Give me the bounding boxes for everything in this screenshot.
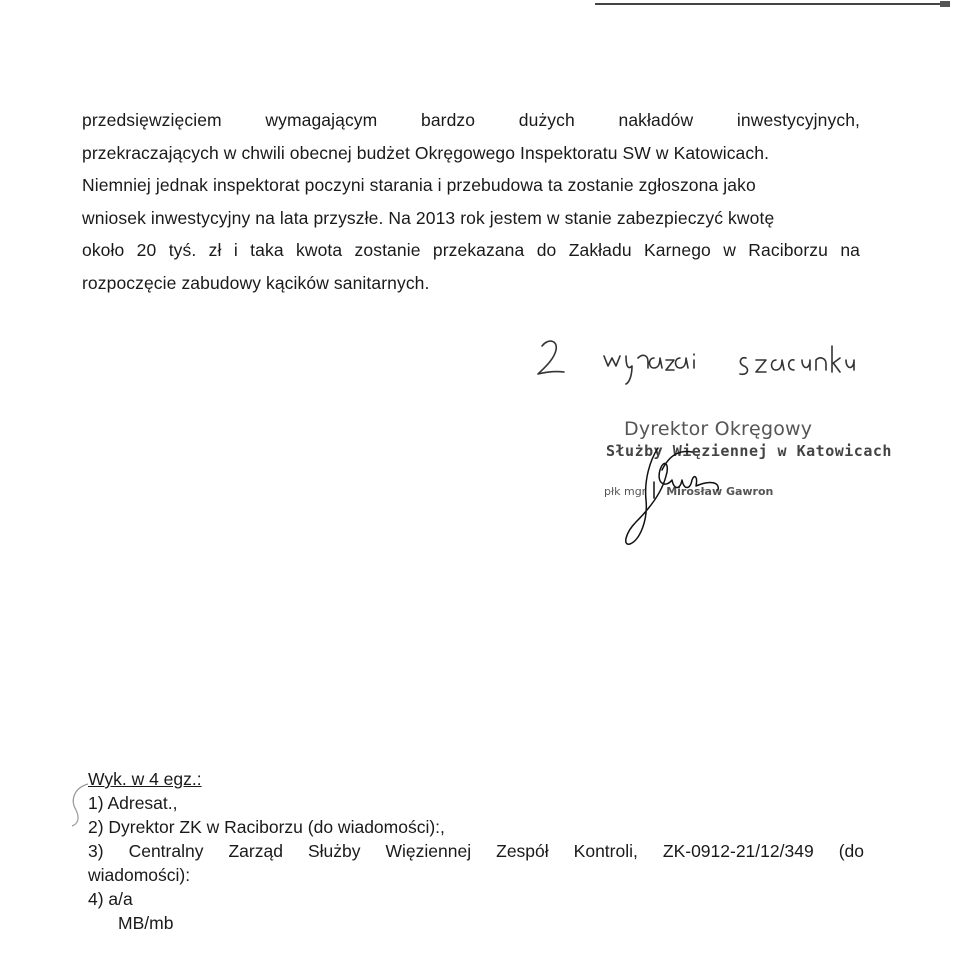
body-line: około 20 tyś. zł i taka kwota zostanie przekazana do Zakładu Karnego w Raciborzu na <box>82 240 860 261</box>
distribution-item: 3) Centralny Zarząd Służby Więziennej Zespół Kontroli, ZK-0912-21/12/349 (do <box>88 841 864 861</box>
stamp-signatory: Mirosław Gawron <box>666 485 774 498</box>
body-line: przekraczających w chwili obecnej budżet Okręgowego Inspektoratu SW w Katowicach. <box>82 142 770 163</box>
body-line: rozpoczęcie zabudowy kącików sanitarnych. <box>82 272 430 293</box>
author-initials: MB/mb <box>118 913 174 933</box>
body-line: przedsięwzięciem wymagającym bardzo dużych nakładów inwestycyjnych, <box>82 110 860 130</box>
top-rule <box>595 3 950 5</box>
copies-heading: Wyk. w 4 egz.: <box>88 769 202 789</box>
distribution-list <box>88 767 864 935</box>
letter-body <box>82 104 860 300</box>
body-line: Niemniej jednak inspektorat poczyni starania i przebudowa ta zostanie zgłoszona jako <box>82 175 756 196</box>
stamp-title: Dyrektor Okręgowy <box>624 418 813 440</box>
stamp-subtitle: Służby Więziennej w Katowicach <box>606 442 892 460</box>
top-rule-end <box>940 1 950 7</box>
distribution-item: wiadomości): <box>88 865 191 885</box>
handwritten-note <box>530 330 890 390</box>
distribution-item: 1) Adresat., <box>88 793 178 813</box>
body-line: wniosek inwestycyjny na lata przyszłe. Na 2013 rok jestem w stanie zabezpieczyć kwotę <box>82 207 775 228</box>
handwritten-signature <box>600 440 740 560</box>
distribution-item: 2) Dyrektor ZK w Raciborzu (do wiadomości):, <box>88 817 445 837</box>
distribution-item: 4) a/a <box>88 889 133 909</box>
stamp-name-prefix: płk mgr <box>604 485 647 498</box>
